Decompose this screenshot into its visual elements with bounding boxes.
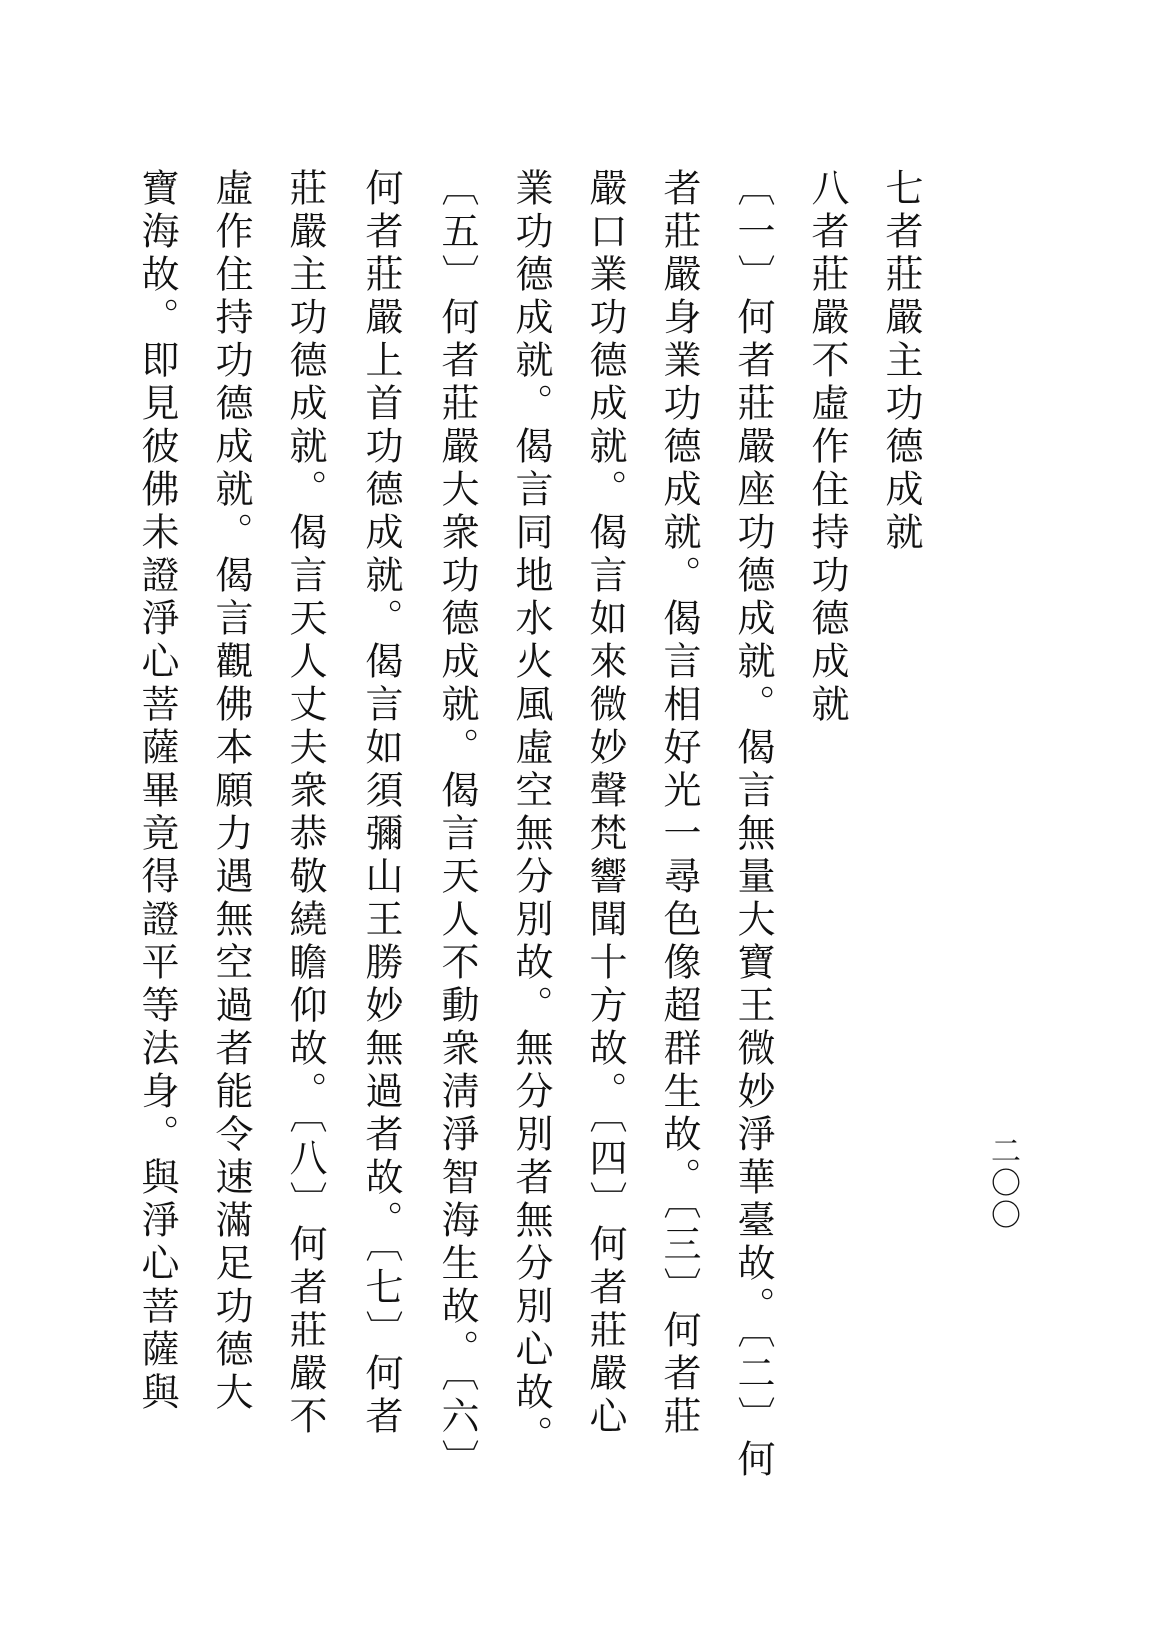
text-column-8: 何者莊嚴上首功德成就。偈言如須彌山王勝妙無過者故。〔七〕何者 xyxy=(359,168,403,1439)
page-number: 二〇〇 xyxy=(985,1135,1020,1231)
text-column-2: 八者莊嚴不虛作住持功德成就 xyxy=(805,168,849,727)
text-column-5: 嚴口業功德成就。偈言如來微妙聲梵響聞十方故。〔四〕何者莊嚴心 xyxy=(583,168,627,1439)
text-column-6: 業功德成就。偈言同地水火風虛空無分別故。無分別者無分別心故。 xyxy=(509,168,553,1458)
text-column-1: 七者莊嚴主功德成就 xyxy=(879,168,923,555)
text-column-9: 莊嚴主功德成就。偈言天人丈夫衆恭敬繞瞻仰故。〔八〕何者莊嚴不 xyxy=(283,168,327,1439)
text-column-7: 〔五〕何者莊嚴大衆功德成就。偈言天人不動衆淸淨智海生故。〔六〕 xyxy=(435,168,479,1482)
text-column-10: 虛作住持功德成就。偈言觀佛本願力遇無空過者能令速滿足功德大 xyxy=(209,168,253,1415)
text-column-4: 者莊嚴身業功德成就。偈言相好光一尋色像超群生故。〔三〕何者莊 xyxy=(657,168,701,1439)
text-column-3: 〔一〕何者莊嚴座功德成就。偈言無量大寶王微妙淨華臺故。〔二〕何 xyxy=(731,168,775,1482)
text-column-11: 寶海故。即見彼佛未證淨心菩薩畢竟得證平等法身。與淨心菩薩與 xyxy=(135,168,179,1415)
